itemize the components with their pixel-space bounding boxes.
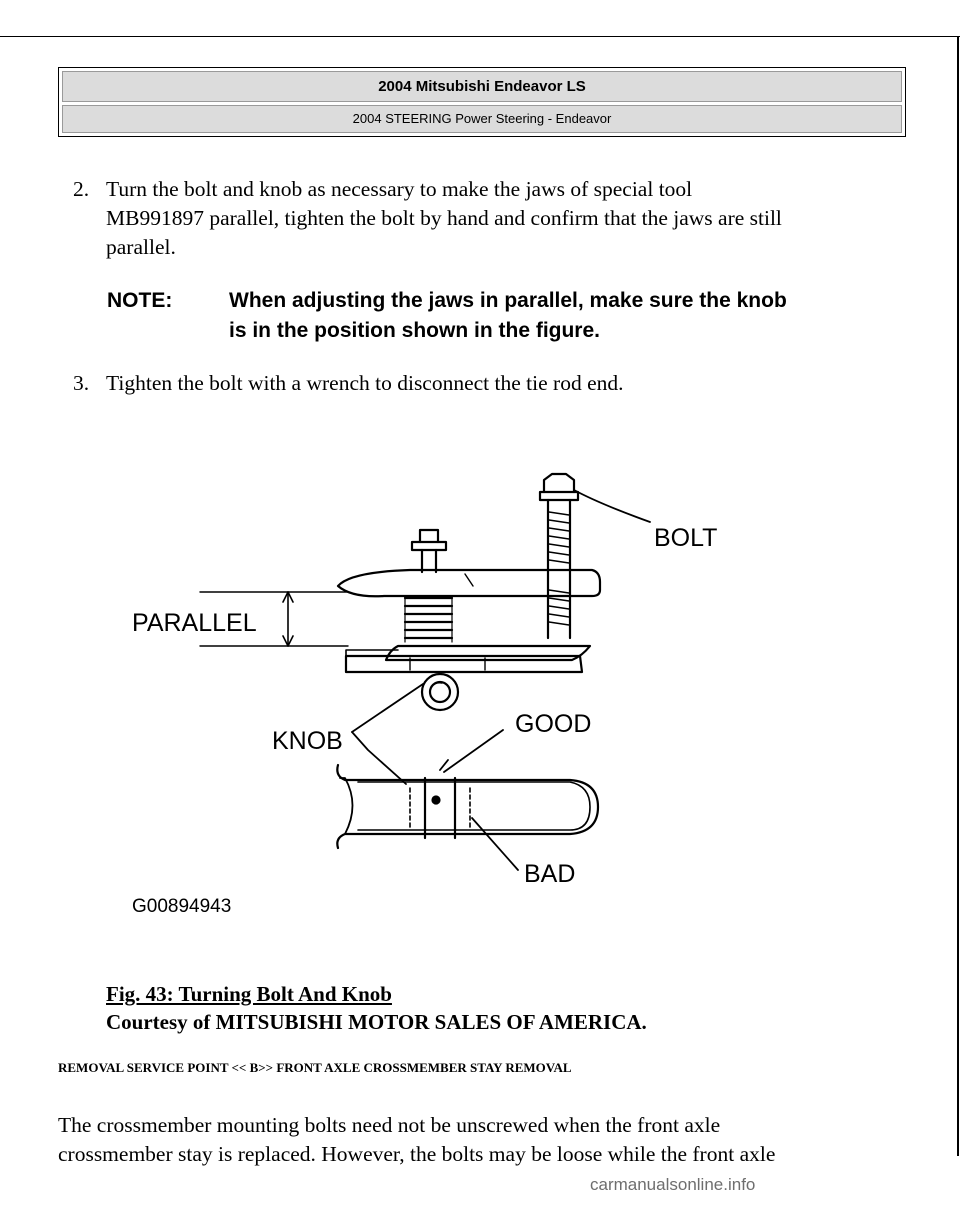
label-parallel: PARALLEL — [132, 609, 257, 637]
step-line: Turn the bolt and knob as necessary to make the jaws of special tool — [106, 177, 693, 201]
step-line: MB991897 parallel, tighten the bolt by hand and confirm that the jaws are still — [106, 206, 782, 230]
paragraph-line: crossmember stay is replaced. However, the bolts may be loose while the front axle — [58, 1142, 776, 1166]
knob-plan — [425, 778, 455, 838]
note-label: NOTE: — [107, 289, 173, 312]
step-line: Tighten the bolt with a wrench to disconnect the tie rod end. — [106, 371, 624, 395]
note-text — [229, 286, 929, 346]
left-screw-head — [420, 530, 438, 542]
watermark: carmanualsonline.info — [590, 1175, 756, 1194]
figure-code: G00894943 — [132, 896, 232, 917]
step-text — [106, 369, 906, 398]
step-text — [106, 175, 906, 262]
paragraph-line: The crossmember mounting bolts need not be unscrewed when the front axle — [58, 1113, 721, 1137]
figure-caption — [106, 980, 647, 1036]
header-subtitle: 2004 STEERING Power Steering - Endeavor — [62, 105, 902, 133]
page-border-right — [957, 36, 959, 1156]
step-line: parallel. — [106, 235, 176, 259]
label-knob: KNOB — [272, 727, 343, 755]
body-paragraph — [58, 1111, 938, 1169]
spring — [405, 598, 452, 638]
header-title: 2004 Mitsubishi Endeavor LS — [62, 71, 902, 102]
note-line: is in the position shown in the figure. — [229, 319, 600, 342]
step-number: 3. — [73, 371, 90, 395]
bolt-head — [544, 474, 574, 492]
step-number: 2. — [73, 177, 90, 201]
bolt-flange — [540, 492, 578, 500]
figure-43 — [120, 460, 760, 930]
label-bad: BAD — [524, 860, 576, 888]
section-heading: REMOVAL SERVICE POINT << B>> FRONT AXLE CROSSMEMBER STAY REMOVAL — [58, 1060, 572, 1075]
knob — [422, 674, 458, 710]
page-border-top — [0, 36, 960, 37]
note-line: When adjusting the jaws in parallel, make sure the knob — [229, 289, 787, 312]
jaw-plan-view — [337, 765, 598, 848]
caption-title: Fig. 43: Turning Bolt And Knob — [106, 982, 392, 1006]
label-good: GOOD — [515, 710, 592, 738]
document-header — [58, 67, 906, 137]
caption-courtesy: Courtesy of MITSUBISHI MOTOR SALES OF AMERICA. — [106, 1010, 647, 1034]
tool-illustration — [120, 460, 760, 930]
lower-jaw-top — [386, 646, 590, 660]
label-bolt: BOLT — [654, 524, 718, 552]
